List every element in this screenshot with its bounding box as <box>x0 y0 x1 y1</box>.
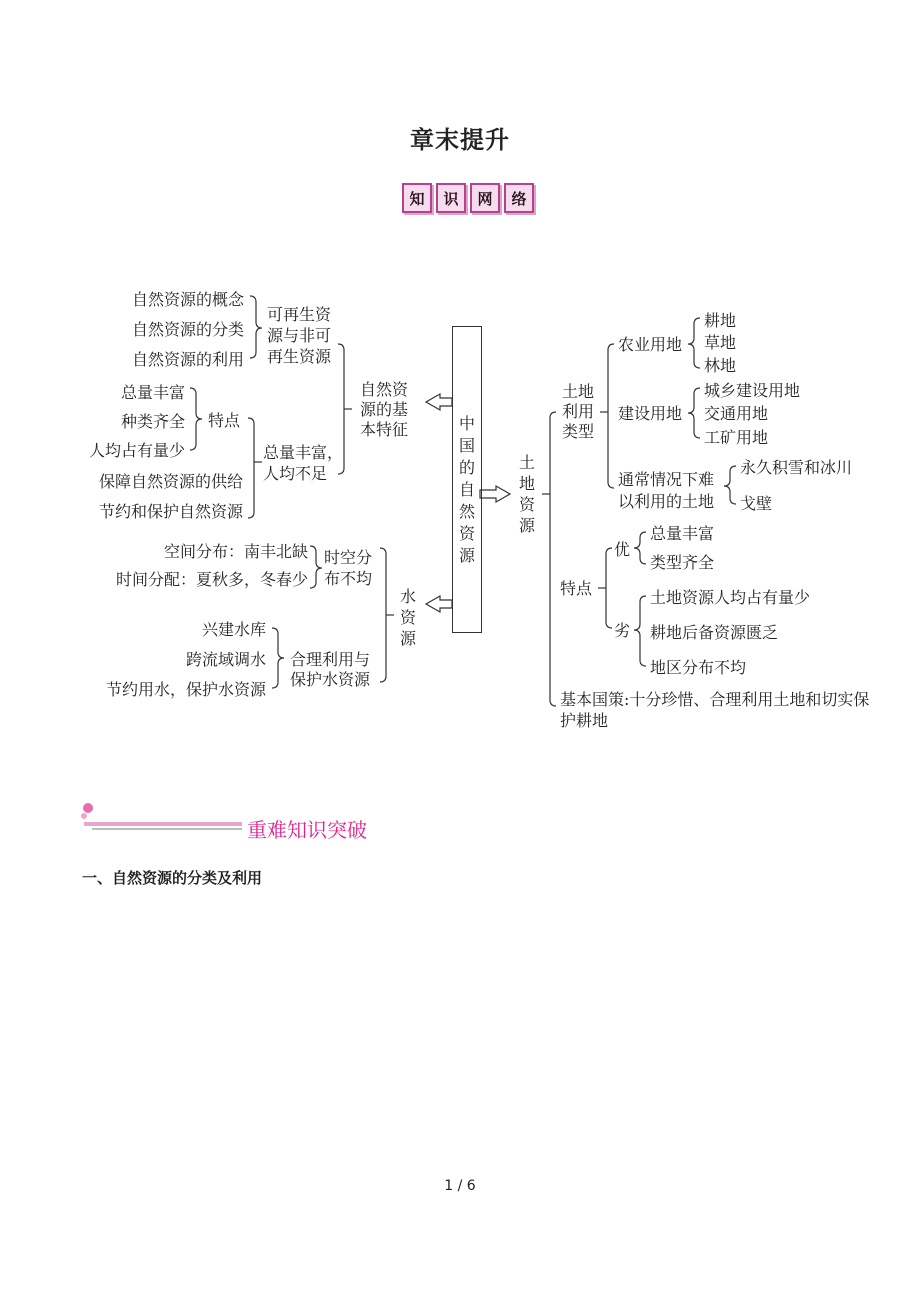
hard-item: 永久积雪和冰川 <box>740 458 853 477</box>
agri-item: 草地 <box>704 333 737 352</box>
water-dist-item: 空间分布：南丰北缺 <box>163 542 308 561</box>
land-feature-label: 特点 <box>560 579 593 598</box>
good-item: 类型齐全 <box>650 553 715 572</box>
natural-item: 自然资源的分类 <box>131 320 244 339</box>
bad-label: 劣 <box>614 621 631 640</box>
basic-feature-label: 自然资源的基本特征 <box>360 380 409 439</box>
badge-char: 网 <box>470 183 500 213</box>
feature-label: 特点 <box>208 411 241 430</box>
renewable-label: 可再生资源与非可再生资源 <box>267 305 332 366</box>
natural-item: 保障自然资源的供给 <box>98 472 243 491</box>
natural-item: 自然资源的利用 <box>131 350 244 369</box>
badge-char: 知 <box>402 183 432 213</box>
section-title: 重难知识突破 <box>247 818 367 842</box>
water-use-label: 合理利用与保护水资源 <box>290 650 371 689</box>
agri-label: 农业用地 <box>618 335 683 354</box>
feature-item: 人均占有量少 <box>88 441 185 460</box>
water-dist-item: 时间分配：夏秋多，冬春少 <box>115 570 308 589</box>
feature-item: 种类齐全 <box>120 412 185 431</box>
page-number: 1 / 6 <box>444 1178 476 1194</box>
land-policy: 基本国策:十分珍惜、合理利用土地和切实保护耕地 <box>560 690 870 730</box>
natural-item: 自然资源的概念 <box>131 290 244 309</box>
water-use-item: 兴建水库 <box>201 620 266 639</box>
build-label: 建设用地 <box>618 404 683 423</box>
land-types-label: 土地利用类型 <box>561 382 594 441</box>
build-item: 城乡建设用地 <box>704 381 801 400</box>
total-label: 总量丰富，人均不足 <box>263 443 344 483</box>
build-item: 交通用地 <box>704 404 769 423</box>
good-label: 优 <box>614 540 631 559</box>
water-dist-label: 时空分布不均 <box>324 548 373 588</box>
hard-item: 戈壁 <box>740 494 773 513</box>
land-label: 土地资源 <box>518 453 535 535</box>
center-label: 中国的自然资源 <box>458 414 475 565</box>
center-box <box>452 326 482 633</box>
hard-land-label: 通常情况下难以利用的土地 <box>618 470 715 511</box>
water-use-item: 跨流域调水 <box>185 650 266 669</box>
bad-item: 土地资源人均占有量少 <box>650 588 811 607</box>
water-use-item: 节约用水，保护水资源 <box>105 680 266 699</box>
agri-item: 耕地 <box>704 311 737 330</box>
agri-item: 林地 <box>704 356 737 375</box>
subsection-title: 一、自然资源的分类及利用 <box>82 869 263 887</box>
badge-char: 识 <box>436 183 466 213</box>
build-item: 工矿用地 <box>704 428 769 447</box>
page-title: 章末提升 <box>410 126 510 154</box>
badge-char: 络 <box>504 183 534 213</box>
good-item: 总量丰富 <box>650 524 715 543</box>
feature-item: 总量丰富 <box>120 383 185 402</box>
natural-item: 节约和保护自然资源 <box>98 502 243 521</box>
section-decoration <box>81 803 242 830</box>
bad-item: 耕地后备资源匮乏 <box>650 623 779 642</box>
water-label: 水资源 <box>399 587 416 648</box>
bad-item: 地区分布不均 <box>650 658 747 677</box>
